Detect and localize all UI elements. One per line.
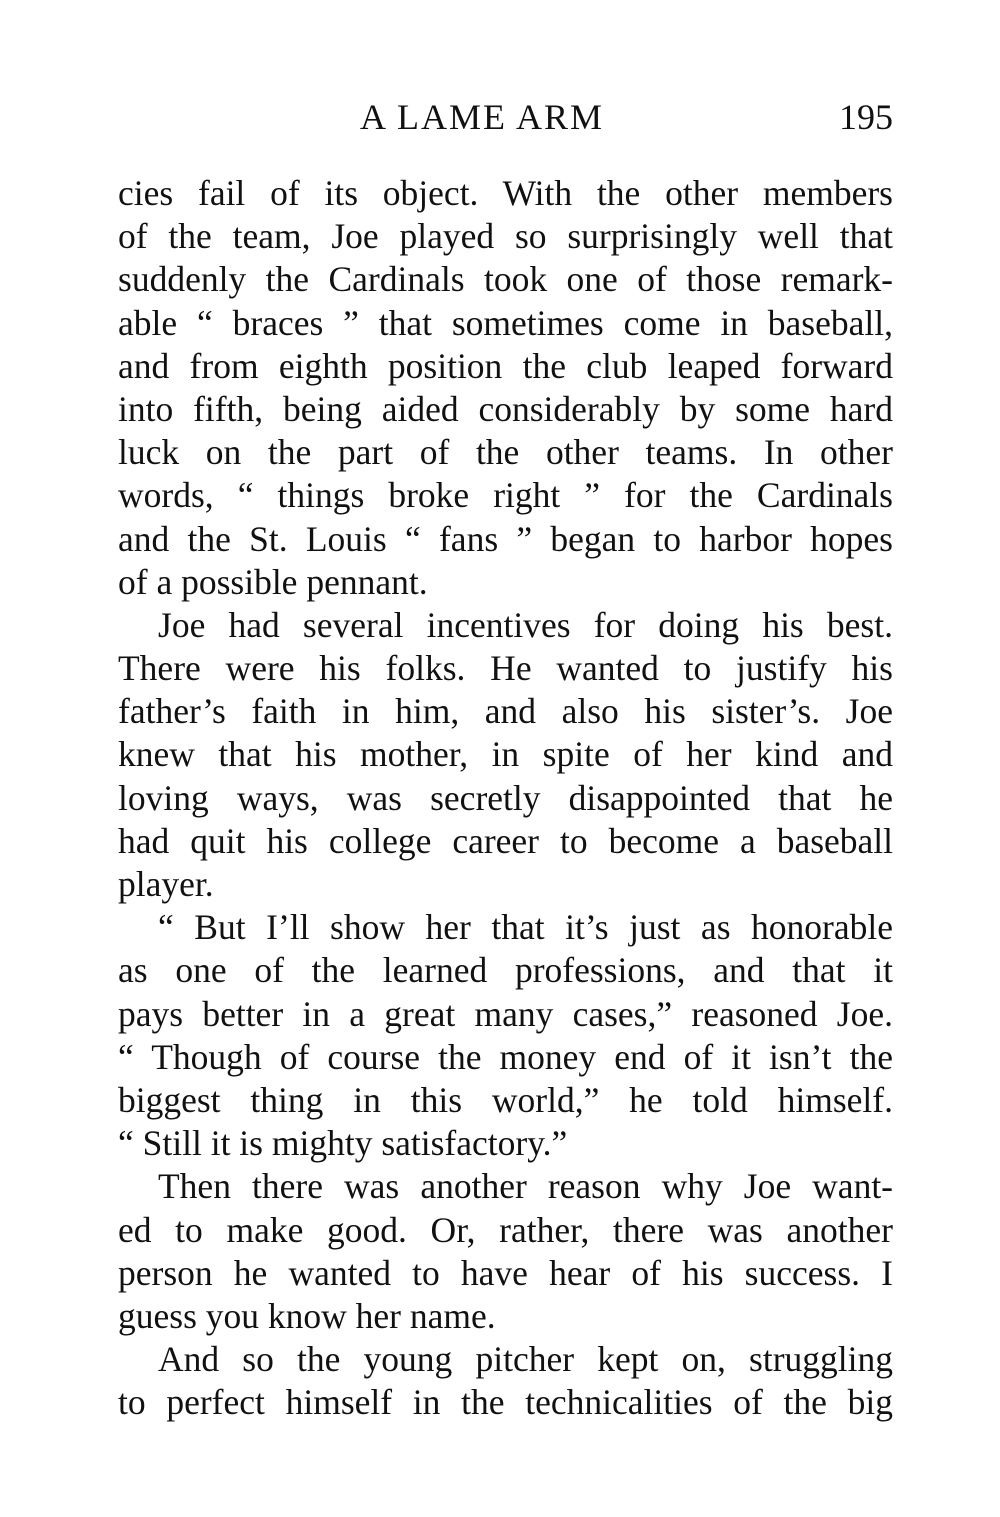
text-line: and from eighth position the club leaped forward	[118, 345, 893, 386]
text-line: had quit his college career to become a baseball	[118, 820, 893, 861]
text-line: biggest thing in this world,” he told himself.	[118, 1079, 893, 1120]
text-line: “ Though of course the money end of it isn’t the	[118, 1036, 893, 1077]
text-line: words, “ things broke right ” for the Cardinals	[118, 475, 893, 516]
body-text	[118, 172, 893, 1424]
paragraph-last-line: player.	[118, 864, 214, 904]
text-line: knew that his mother, in spite of her kind and	[118, 734, 893, 775]
text-line: cies fail of its object. With the other members	[118, 173, 893, 213]
text-line: ed to make good. Or, rather, there was another	[118, 1209, 893, 1250]
paragraph-first-line: And so the young pitcher kept on, struggling	[158, 1339, 893, 1380]
text-line: able “ braces ” that sometimes come in baseball,	[118, 302, 893, 343]
text-line: of the team, Joe played so surprisingly well that	[118, 216, 893, 257]
running-header	[118, 96, 893, 146]
paragraph-last-line: “ Still it is mighty satisfactory.”	[118, 1123, 568, 1164]
text-line: person he wanted to have hear of his success. I	[118, 1252, 893, 1293]
text-line: and the St. Louis “ fans ” began to harbor hopes	[118, 518, 893, 559]
text-line: suddenly the Cardinals took one of those remark-	[118, 259, 893, 300]
text-line: into fifth, being aided considerably by some hard	[118, 388, 893, 429]
book-page	[118, 96, 893, 1424]
text-line: There were his folks. He wanted to justify his	[118, 648, 893, 689]
page-number: 195	[839, 97, 893, 137]
paragraph-first-line: Joe had several incentives for doing his best.	[158, 604, 893, 645]
paragraph-last-line: guess you know her name.	[118, 1295, 496, 1336]
text-line: loving ways, was secretly disappointed that he	[118, 777, 893, 818]
text-line: as one of the learned professions, and that it	[118, 950, 893, 991]
paragraph-first-line: “ But I’ll show her that it’s just as honorable	[158, 907, 893, 948]
text-line: luck on the part of the other teams. In other	[118, 432, 893, 473]
chapter-title: A LAME ARM	[360, 97, 605, 137]
text-line: to perfect himself in the technicalities of the big	[118, 1382, 893, 1423]
text-line: pays better in a great many cases,” reasoned Joe.	[118, 993, 893, 1034]
paragraph-first-line: Then there was another reason why Joe want-	[158, 1166, 893, 1207]
paragraph-last-line: of a possible pennant.	[118, 561, 428, 602]
text-line: father’s faith in him, and also his sister’s. Joe	[118, 691, 893, 732]
